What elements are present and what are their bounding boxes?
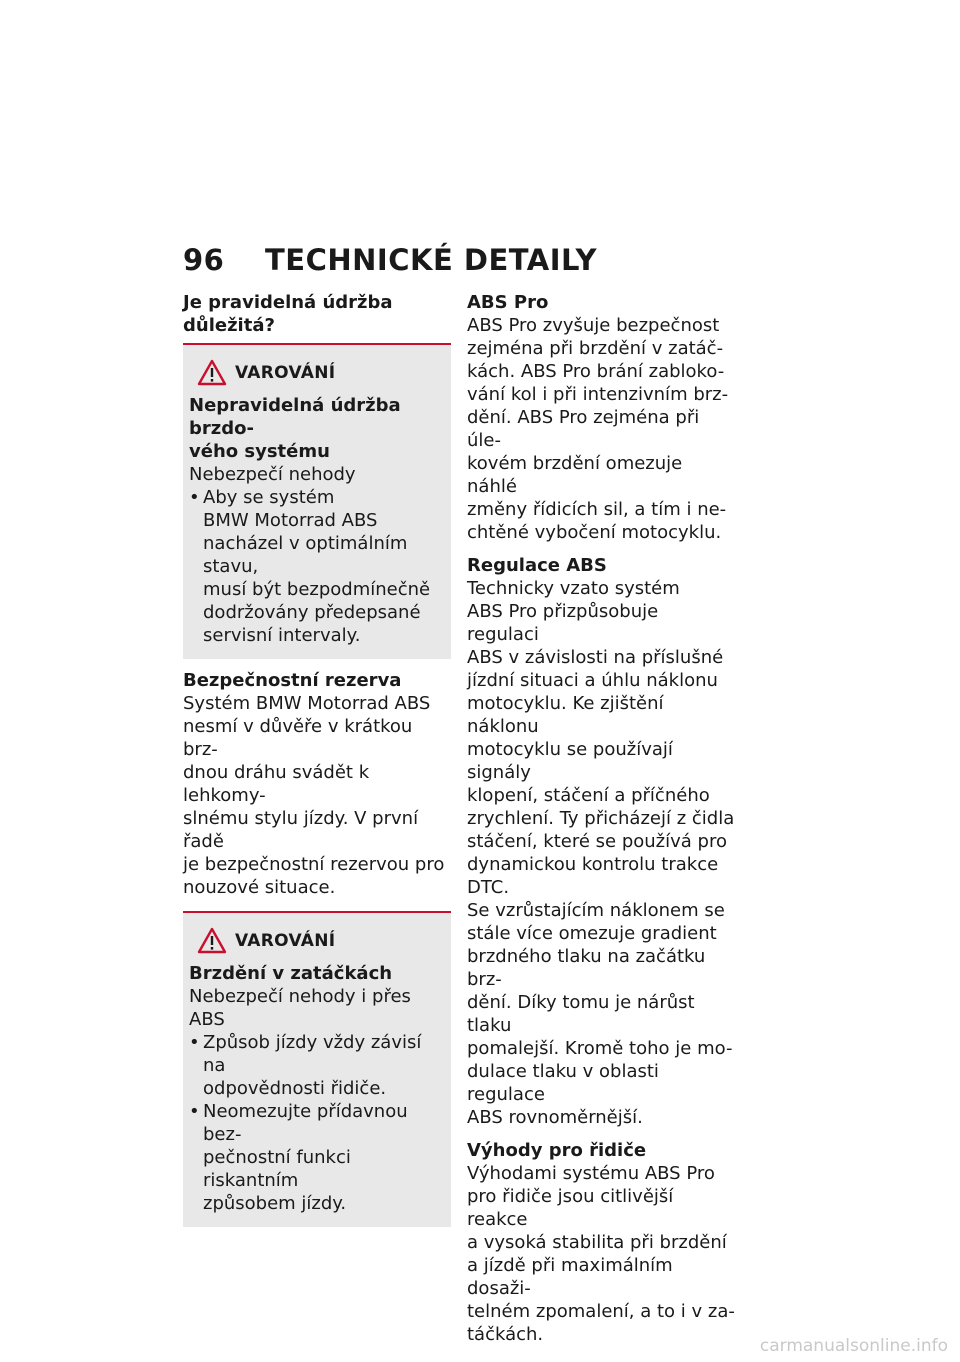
heading-safety-reserve: Bezpečnostní rezerva: [183, 670, 402, 691]
para-line: dění. Díky tomu je nárůst tlaku: [467, 992, 695, 1036]
para-line: dynamickou kontrolu trakce: [467, 854, 719, 875]
para-line: stále více omezuje gradient: [467, 923, 717, 944]
bullet-line: • Neomezujte přídavnou bez-: [203, 1101, 408, 1145]
bullet-item: [189, 486, 443, 647]
para-line: a vysoká stabilita při brzdění: [467, 1232, 727, 1253]
para-line: Se vzrůstajícím náklonem se: [467, 900, 725, 921]
warning-title-line: Brzdění v zatáčkách: [189, 963, 393, 984]
para-line: slnému stylu jízdy. V první řadě: [183, 808, 419, 852]
para-line: stáčení, které se používá pro: [467, 831, 727, 852]
warning-bullets: [189, 486, 443, 647]
heading-rider-benefits: Výhody pro řidiče: [467, 1140, 647, 1161]
para-line: motocyklu. Ke zjištění náklonu: [467, 693, 664, 737]
warning-bullets: [189, 1031, 443, 1215]
para-line: dění. ABS Pro zejména při úle-: [467, 407, 700, 451]
warning-label: VAROVÁNÍ: [235, 362, 336, 383]
bullet-line: odpovědnosti řidiče.: [203, 1078, 387, 1099]
right-column: [467, 291, 735, 1346]
bullet-line: musí být bezpodmínečně: [203, 579, 431, 600]
para-line: vání kol i při intenzivním brz-: [467, 384, 729, 405]
para-line: dnou dráhu svádět k lehkomy-: [183, 762, 370, 806]
para-line: brzdného tlaku na začátku brz-: [467, 946, 706, 990]
warning-intro: Nebezpečí nehody: [189, 464, 356, 485]
para-line: telném zpomalení, a to i v za-: [467, 1301, 735, 1322]
bullet-line: • Způsob jízdy vždy závisí na: [203, 1032, 422, 1076]
para-line: zejména při brzdění v zatáč-: [467, 338, 724, 359]
para-line: změny řídicích sil, a tím i ne-: [467, 499, 727, 520]
para-line: táčkách.: [467, 1324, 544, 1345]
para-line: ABS Pro přizpůsobuje regulaci: [467, 601, 659, 645]
warning-header: [197, 359, 443, 386]
warning-label: VAROVÁNÍ: [235, 930, 336, 951]
para-line: dulace tlaku v oblasti regulace: [467, 1061, 659, 1105]
heading-abs-pro: ABS Pro: [467, 292, 549, 313]
page-header: [183, 243, 597, 277]
left-column: [183, 291, 451, 1227]
bullet-line: nacházel v optimálním stavu,: [203, 533, 408, 577]
para-line: kovém brzdění omezuje náhlé: [467, 453, 683, 497]
para-line: Výhodami systému ABS Pro: [467, 1163, 715, 1184]
para-line: kách. ABS Pro brání zabloko-: [467, 361, 725, 382]
warning-title-line: vého systému: [189, 441, 330, 462]
bullet-line: BMW Motorrad ABS: [203, 510, 378, 531]
para-line: zrychlení. Ty přicházejí z čidla: [467, 808, 735, 829]
warning-triangle-icon: [197, 927, 227, 954]
para-line: nouzové situace.: [183, 877, 336, 898]
para-line: nesmí v důvěře v krátkou brz-: [183, 716, 413, 760]
para-line: a jízdě při maximálním dosaži-: [467, 1255, 673, 1299]
para-line: DTC.: [467, 877, 510, 898]
heading-abs-regulation: Regulace ABS: [467, 555, 607, 576]
warning-box-maintenance: [183, 343, 451, 659]
bullet-item: [189, 1100, 443, 1215]
para-line: jízdní situaci a úhlu náklonu: [467, 670, 718, 691]
para-line: klopení, stáčení a příčného: [467, 785, 710, 806]
page-number: 96: [183, 243, 225, 277]
para-line: Systém BMW Motorrad ABS: [183, 693, 431, 714]
warning-title-line: Nepravidelná údržba brzdo-: [189, 395, 401, 439]
para-line: Technicky vzato systém: [467, 578, 680, 599]
para-line: je bezpečnostní rezervou pro: [183, 854, 445, 875]
warning-box-cornering: [183, 911, 451, 1227]
warning-triangle-icon: [197, 359, 227, 386]
para-line: ABS rovnoměrnější.: [467, 1107, 643, 1128]
para-line: pomalejší. Kromě toho je mo-: [467, 1038, 733, 1059]
para-line: ABS Pro zvyšuje bezpečnost: [467, 315, 720, 336]
chapter-title: TECHNICKÉ DETAILY: [265, 243, 597, 277]
bullet-line: způsobem jízdy.: [203, 1193, 347, 1214]
bullet-line: dodržovány předepsané: [203, 602, 421, 623]
bullet-line: servisní intervaly.: [203, 625, 361, 646]
bullet-line: pečnostní funkci riskantním: [203, 1147, 351, 1191]
para-line: ABS v závislosti na příslušné: [467, 647, 724, 668]
para-line: pro řidiče jsou citlivější reakce: [467, 1186, 674, 1230]
para-line: motocyklu se používají signály: [467, 739, 673, 783]
watermark-footer: carmanualsonline.info: [759, 1336, 948, 1356]
para-line: chtěné vybočení motocyklu.: [467, 522, 722, 543]
warning-intro: Nebezpečí nehody i přes ABS: [189, 986, 411, 1030]
heading-maintenance: Je pravidelná údržba důležitá?: [183, 292, 393, 336]
bullet-item: [189, 1031, 443, 1100]
warning-header: [197, 927, 443, 954]
bullet-line: • Aby se systém: [203, 487, 335, 508]
